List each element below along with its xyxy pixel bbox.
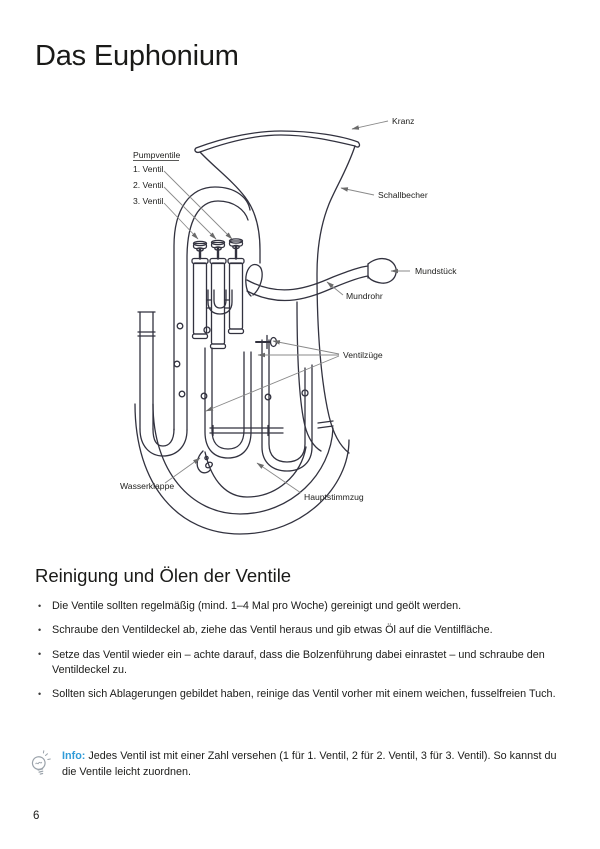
label-mundrohr: Mundrohr <box>346 291 383 301</box>
bell-rim <box>195 131 359 152</box>
label-ventil1: 1. Ventil <box>133 164 164 174</box>
page-number: 6 <box>33 810 40 822</box>
label-ventil3: 3. Ventil <box>133 196 164 206</box>
label-kranz: Kranz <box>392 116 415 126</box>
label-hauptstimmzug: Hauptstimmzug <box>304 492 364 502</box>
label-wasserklappe: Wasserklappe <box>120 481 175 491</box>
instruction-bullet: • Die Ventile sollten regelmäßig (mind. 1–4 Mal pro Woche) gereinigt und geölt werden. <box>37 599 565 614</box>
label-mundstueck: Mundstück <box>415 266 457 276</box>
page-title: Das Euphonium <box>35 40 239 72</box>
label-schallbecher: Schallbecher <box>378 190 428 200</box>
section-heading: Reinigung und Ölen der Ventile <box>35 565 292 586</box>
info-text <box>62 748 568 780</box>
info-label: Info: <box>62 750 86 762</box>
instruction-bullet: • Schraube den Ventildeckel ab, ziehe das Ventil heraus und gib etwas Öl auf die Ventilfläche. <box>37 623 565 638</box>
diagram-labels <box>120 116 457 502</box>
lightbulb-icon <box>28 748 52 783</box>
mouthpipe <box>247 266 368 290</box>
bell-left-edge <box>200 152 260 263</box>
euphonium-diagram <box>0 90 600 550</box>
valve-casings <box>192 259 244 349</box>
info-body: Jedes Ventil ist mit einer Zahl versehen (1 für 1. Ventil, 2 für 2. Ventil, 3 für 3. Ventil). So kannst du die Ventile leicht zuordnen. <box>62 750 557 779</box>
info-box <box>28 748 568 783</box>
label-pumpventile: Pumpventile <box>133 150 181 160</box>
valve-buttons <box>194 239 243 259</box>
instruction-bullet: • Setze das Ventil wieder ein – achte darauf, dass die Bolzenführung dabei einrastet – und schraube den Ventildeckel zu. <box>37 648 565 679</box>
instruction-list <box>37 599 565 712</box>
label-ventil2: 2. Ventil <box>133 180 164 190</box>
label-ventilzuege: Ventilzüge <box>343 350 383 360</box>
instruction-bullet: • Sollten sich Ablagerungen gebildet haben, reinige das Ventil vorher mit einem weichen, fusselfreien Tuch. <box>37 687 565 702</box>
slide-crossbar <box>210 426 283 436</box>
leader-lines <box>164 121 410 493</box>
